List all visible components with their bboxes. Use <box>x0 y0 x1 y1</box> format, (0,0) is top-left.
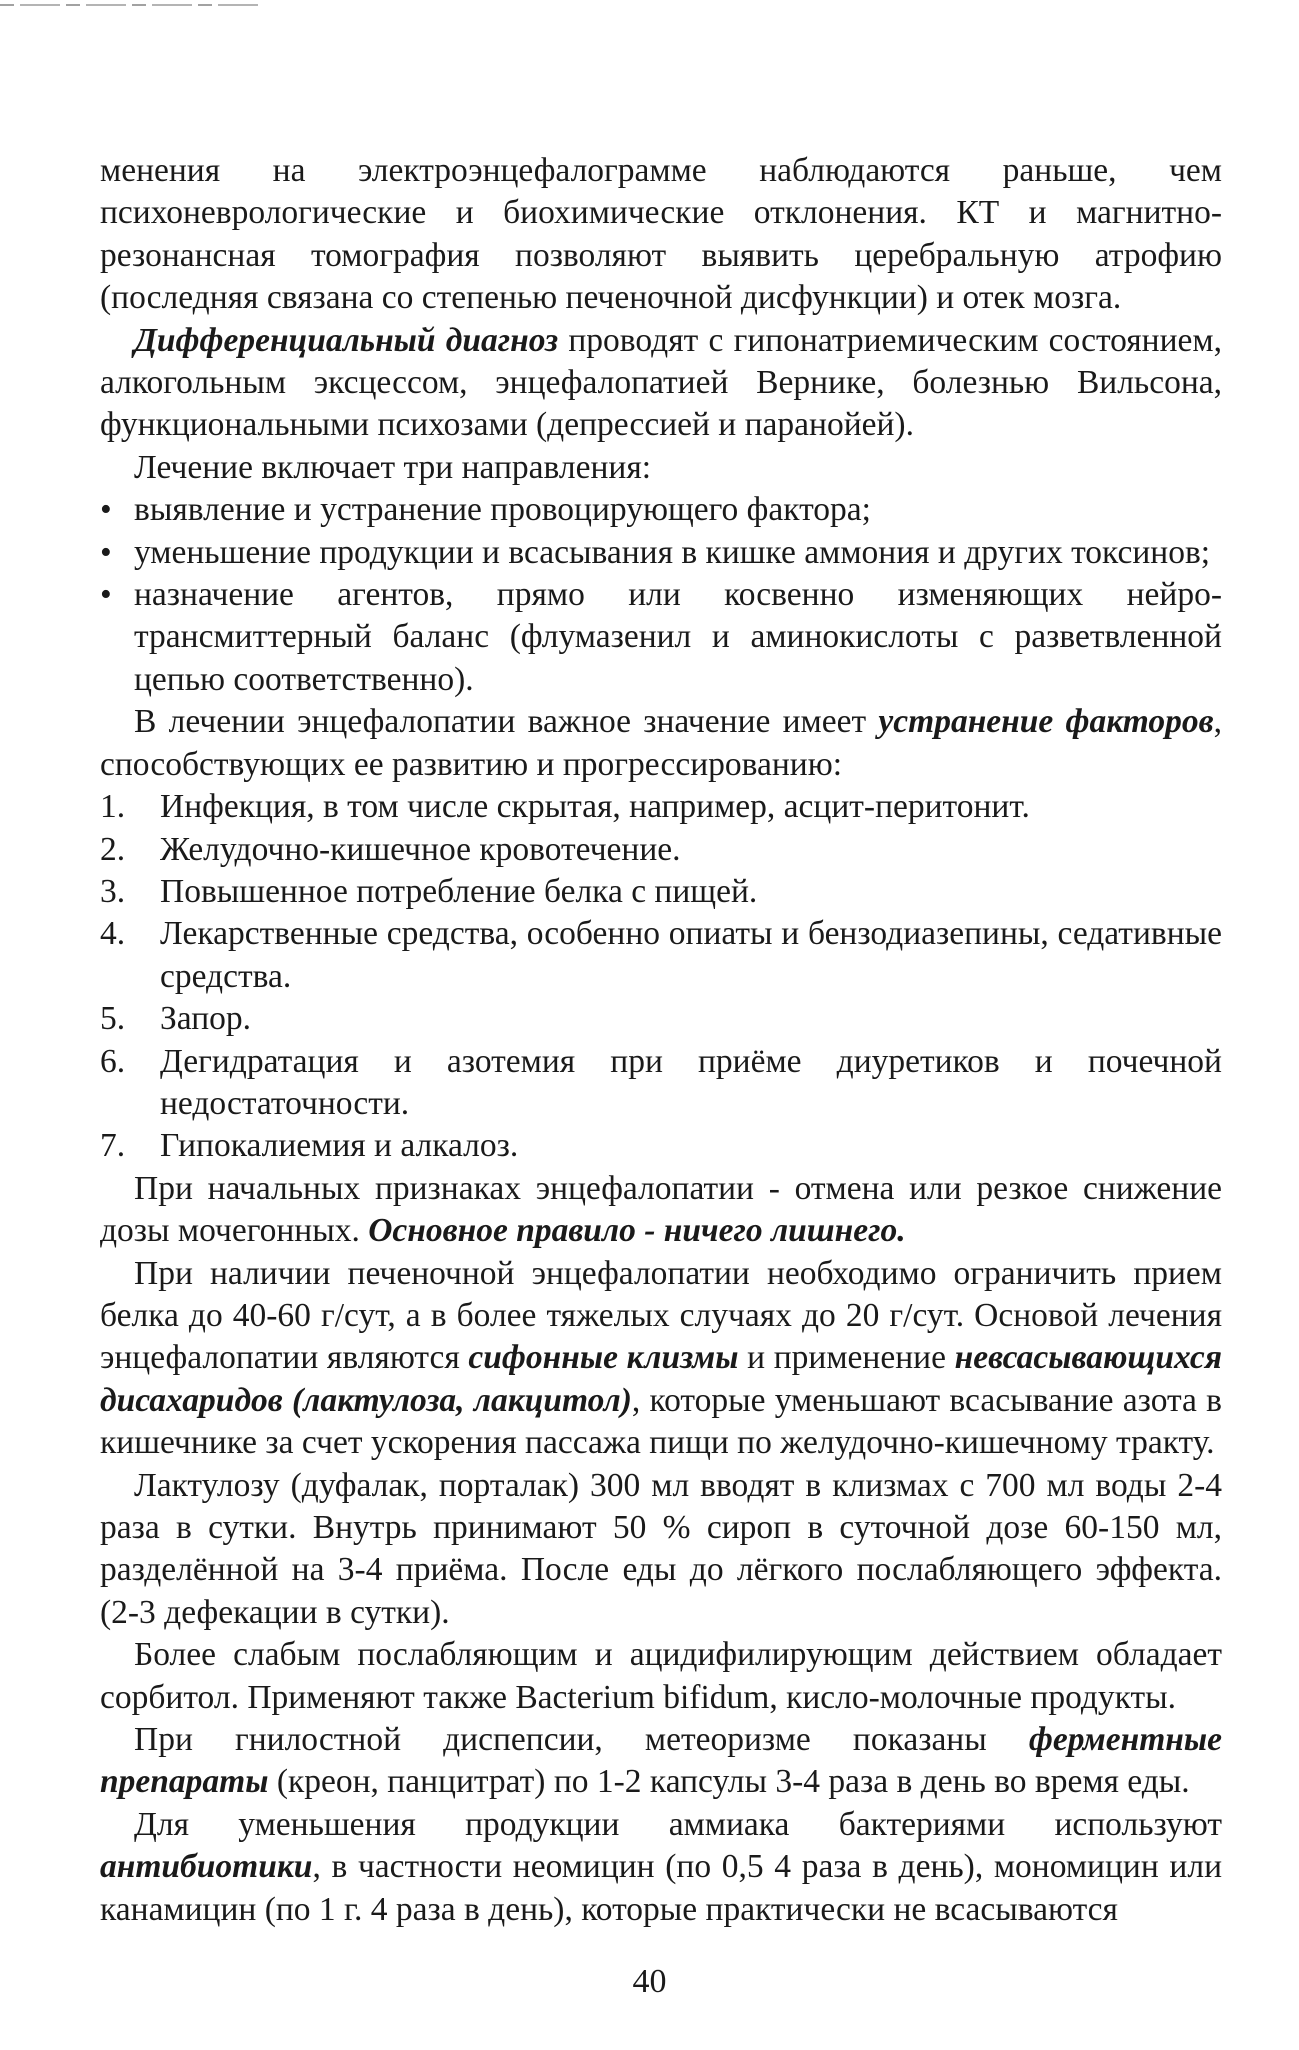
paragraph-text: При наличии печеночной энцефалопатии необходимо ограничить прием белка до 40-60 г/сут, а в более тяжелых случаях до 20 г/сут. Основой лечения энцефалопатии являются <box>100 1254 1222 1377</box>
paragraph-enzymes <box>100 1719 1222 1804</box>
list-text: Инфекция, в том числе скрытая, например, асцит-перитонит. <box>160 788 1030 826</box>
term-enzyme-preparations: ферментные препараты <box>100 1721 1222 1801</box>
list-item <box>100 786 1222 828</box>
paragraph-lactulose: Лактулозу (дуфалак, порталак) 300 мл вводят в клизмах с 700 мл воды 2-4 раза в сутки. Внутрь принимают 50 % сироп в суточной дозе 60-150 мл, разделённой на 3-4 приёма. После еды до лёгкого послабляющего эффекта. (2-3 дефекации в сутки). <box>100 1466 1222 1631</box>
paragraph-text: , способствующих ее развитию и прогрессированию: <box>100 703 1222 783</box>
list-item <box>100 1041 1222 1126</box>
list-item: • выявление и устранение провоцирующего фактора; <box>100 489 1222 531</box>
paragraph-text: При гнилостной диспепсии, метеоризме показаны <box>134 1721 1029 1759</box>
list-item: • назначение агентов, прямо или косвенно изменяющих нейро-трансмиттерный баланс (флумазенил и аминокислоты с разветвленной цепью соответственно). <box>100 574 1222 701</box>
paragraph-text: При начальных признаках энцефалопатии - отмена или резкое снижение дозы мочегонных. <box>100 1169 1222 1250</box>
paragraph-text: , которые уменьшают всасывание азота в кишечнике за счет ускорения пассажа пищи по желудочно-кишечному тракту. <box>100 1381 1222 1462</box>
term-main-rule: Основное правило - ничего лишнего. <box>368 1212 906 1250</box>
paragraph-text: , в частности неомицин (по 0,5 4 раза в день), мономицин или канамицин (по 1 г. 4 раза в день), которые практически не всасываются <box>100 1848 1222 1928</box>
paragraph-treatment-intro: Лечение включает три направления: <box>134 448 652 486</box>
term-differential-diagnosis: Дифференциальный диагноз <box>134 321 559 359</box>
list-number: 5. <box>100 1000 126 1038</box>
page-number: 40 <box>632 1963 667 2000</box>
treatment-directions-list <box>100 489 1222 701</box>
list-text: Запор. <box>160 1000 252 1038</box>
list-item <box>100 1125 1222 1167</box>
list-number: 4. <box>100 915 126 953</box>
list-number: 7. <box>100 1127 126 1165</box>
term-factor-removal: устранение факторов <box>878 703 1214 741</box>
term-disaccharides: невсасывающихся дисахаридов (лактулоза, лакцитол) <box>100 1339 1222 1419</box>
paragraph-text: и применение <box>738 1339 955 1377</box>
paragraph-diuretics <box>100 1168 1222 1253</box>
factors-list <box>100 786 1222 1168</box>
list-item <box>100 913 1222 998</box>
term-antibiotics: антибиотики <box>100 1848 313 1886</box>
list-item <box>100 829 1222 871</box>
paragraph-antibiotics <box>100 1804 1222 1931</box>
list-text: Лекарственные средства, особенно опиаты и бензодиазепины, седативные средства. <box>160 915 1222 995</box>
list-item: • уменьшение продукции и всасывания в кишке аммония и других токсинов; <box>100 532 1222 574</box>
paragraph-text: Для уменьшения продукции аммиака бактериями используют <box>134 1805 1222 1843</box>
paragraph-ct-mri: менения на электроэнцефалограмме наблюдаются раньше, чем психоневрологические и биохимические отклонения. КТ и магнитно-резонансная томография позволяют выявить церебральную атрофию (последняя связана со степенью печеночной дисфункции) и отек мозга. <box>100 152 1222 317</box>
list-text: Повышенное потребление белка с пищей. <box>160 872 758 910</box>
list-item <box>100 998 1222 1040</box>
paragraph-text: (креон, панцитрат) по 1-2 капсулы 3-4 раза в день во время еды. <box>268 1763 1190 1801</box>
paragraph-text: В лечении энцефалопатии важное значение имеет <box>134 703 879 741</box>
scan-artifact-line <box>0 4 260 6</box>
term-siphon-enemas: сифонные клизмы <box>468 1339 739 1377</box>
document-body <box>100 150 1222 1931</box>
paragraph-factors-intro <box>100 701 1222 786</box>
paragraph-differential-diagnosis <box>100 320 1222 447</box>
list-item <box>100 871 1222 913</box>
list-number: 2. <box>100 830 126 868</box>
list-number: 6. <box>100 1042 126 1080</box>
paragraph-text: проводят с гипонатриемическим состоянием, алкогольным эксцессом, энцефалопатией Вернике, болезнью Вильсона, функциональными психозами (депрессией и паранойей). <box>100 321 1222 444</box>
list-number: 1. <box>100 788 126 826</box>
list-number: 3. <box>100 872 126 910</box>
paragraph-sorbitol: Более слабым послабляющим и ацидифилирующим действием обладает сорбитол. Применяют также Bacterium bifidum, кисло-молочные продукты. <box>100 1636 1222 1716</box>
list-text: Гипокалиемия и алкалоз. <box>160 1127 519 1165</box>
list-text: Дегидратация и азотемия при приёме диуретиков и почечной недостаточности. <box>160 1042 1222 1122</box>
list-text: Желудочно-кишечное кровотечение. <box>160 830 681 868</box>
paragraph-protein-limit <box>100 1253 1222 1465</box>
